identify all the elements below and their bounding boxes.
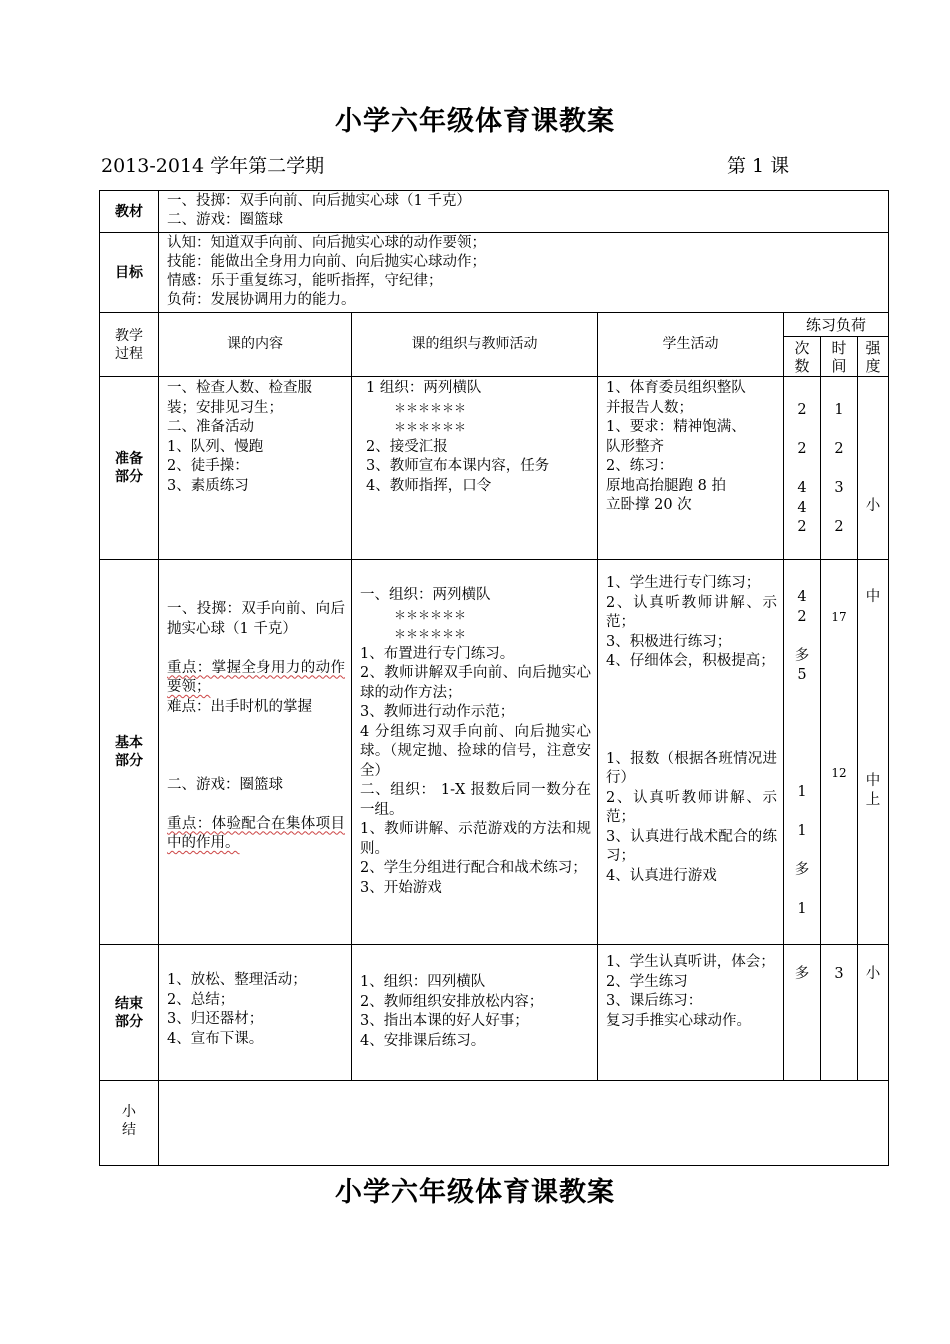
basic-teacher-line: 3、开始游戏 bbox=[360, 879, 442, 896]
prep-teacher-stars: ＊＊＊＊＊＊ bbox=[394, 400, 467, 415]
basic-teacher bbox=[352, 560, 598, 945]
basic-content-game: 二、游戏：圈篮球 bbox=[167, 776, 283, 793]
basic-student-line: 3、积极进行练习； bbox=[606, 633, 732, 650]
header-times-2: 数 bbox=[794, 356, 810, 375]
basic-student-line: 4、认真进行游戏 bbox=[606, 867, 717, 884]
end-intensity bbox=[858, 945, 889, 1081]
prep-duration bbox=[821, 377, 858, 560]
prep-duration-value: 1 bbox=[834, 402, 844, 418]
end-duration bbox=[821, 945, 858, 1081]
end-content-line: 1、放松、整理活动； bbox=[167, 972, 307, 988]
basic-duration-value: 12 bbox=[831, 765, 847, 780]
basic-label-1: 基本 bbox=[115, 735, 143, 751]
prep-label-1: 准备 bbox=[115, 451, 143, 467]
prep-content-line: 装；安排见习生； bbox=[167, 399, 283, 416]
goal-line: 认知：知道双手向前、向后抛实心球的动作要领； bbox=[167, 235, 486, 251]
goal-line: 情感：乐于重复练习，能听指挥，守纪律； bbox=[167, 273, 443, 289]
goal-label: 目标 bbox=[100, 233, 159, 313]
summary-content bbox=[159, 1081, 889, 1166]
end-label bbox=[100, 945, 159, 1081]
basic-row bbox=[100, 560, 889, 945]
prep-times bbox=[784, 377, 821, 560]
end-student bbox=[598, 945, 784, 1081]
prep-content-line: 3、素质练习 bbox=[167, 477, 249, 494]
basic-student-line: 1、报数（根据各班情况进行） bbox=[606, 750, 777, 786]
basic-content-game-key: 重点：体验配合在集体项目中的作用。 bbox=[167, 815, 345, 851]
header-load: 练习负荷 bbox=[784, 313, 889, 337]
end-teacher-line: 2、教师组织安排放松内容； bbox=[360, 993, 544, 1010]
end-times-value: 多 bbox=[794, 966, 810, 982]
basic-teacher-title: 一、组织：两列横队 bbox=[360, 587, 491, 603]
header-duration-1: 时 bbox=[831, 338, 847, 357]
basic-label bbox=[100, 560, 159, 945]
basic-times-value: 多 bbox=[794, 647, 810, 664]
material-content bbox=[159, 191, 889, 233]
basic-teacher-line: 1、布置进行专门练习。 bbox=[360, 645, 515, 662]
prep-content bbox=[159, 377, 352, 560]
prep-times-value: 2 bbox=[797, 519, 807, 535]
basic-times-value: 1 bbox=[797, 784, 807, 800]
prep-content-line: 一、检查人数、检查服 bbox=[167, 380, 312, 396]
basic-intensity bbox=[858, 560, 889, 945]
prep-times-value: 4 bbox=[797, 499, 807, 516]
basic-content bbox=[159, 560, 352, 945]
prep-row bbox=[100, 377, 889, 560]
basic-times-value: 2 bbox=[797, 608, 807, 625]
basic-student bbox=[598, 560, 784, 945]
prep-student-line: 1、体育委员组织整队 bbox=[606, 380, 746, 396]
prep-duration-value: 3 bbox=[834, 480, 844, 496]
basic-duration-value: 17 bbox=[831, 610, 847, 624]
semester-label: 2013-2014 学年第二学期 bbox=[101, 155, 325, 177]
header-process-1: 教学 bbox=[115, 327, 143, 344]
end-duration-value: 3 bbox=[834, 966, 844, 982]
basic-teacher-line: 2、学生分组进行配合和战术练习； bbox=[360, 860, 587, 876]
basic-teacher-line: 二、组织： 1-X 报数后同一数分在一组。 bbox=[360, 782, 591, 818]
basic-content-difficulty: 难点：出手时机的掌握 bbox=[167, 698, 312, 715]
basic-label-2: 部分 bbox=[115, 753, 143, 769]
end-teacher bbox=[352, 945, 598, 1081]
lesson-plan-table bbox=[99, 190, 889, 1166]
end-teacher-line: 4、安排课后练习。 bbox=[360, 1032, 486, 1049]
end-student-line: 3、课后练习： bbox=[606, 993, 703, 1009]
basic-student-line: 2、认真听教师讲解、示范； bbox=[606, 594, 777, 630]
basic-intensity-value: 中 bbox=[865, 772, 881, 789]
basic-times bbox=[784, 560, 821, 945]
prep-teacher bbox=[352, 377, 598, 560]
prep-content-line: 2、徒手操： bbox=[167, 458, 249, 474]
header-intensity bbox=[858, 337, 889, 377]
end-teacher-line: 1、组织：四列横队 bbox=[360, 974, 486, 990]
prep-student-line: 1、要求：精神饱满、 bbox=[606, 419, 746, 435]
header-student: 学生活动 bbox=[598, 313, 784, 377]
end-content bbox=[159, 945, 352, 1081]
header-process bbox=[100, 313, 159, 377]
basic-student-line: 2、认真听教师讲解、示范； bbox=[606, 789, 777, 825]
basic-times-value: 1 bbox=[797, 901, 807, 917]
summary-label-2: 结 bbox=[122, 1122, 136, 1138]
basic-teacher-line: 1、教师讲解、示范游戏的方法和规则。 bbox=[360, 821, 591, 857]
basic-intensity-value: 上 bbox=[865, 792, 881, 808]
header-content: 课的内容 bbox=[159, 313, 352, 377]
goal-line: 技能：能做出全身用力向前、向后抛实心球动作； bbox=[167, 254, 486, 270]
prep-label-2: 部分 bbox=[115, 469, 143, 485]
basic-student-line: 3、认真进行战术配合的练习； bbox=[606, 828, 777, 864]
lesson-number: 第 1 课 bbox=[727, 155, 790, 177]
page-title-repeat: 小学六年级体育课教案 bbox=[335, 1177, 615, 1208]
prep-student-line: 2、练习： bbox=[606, 458, 674, 474]
end-teacher-line: 3、指出本课的好人好事； bbox=[360, 1013, 529, 1029]
header-teacher: 课的组织与教师活动 bbox=[352, 313, 598, 377]
header-row bbox=[100, 313, 889, 337]
prep-content-line: 二、准备活动 bbox=[167, 419, 254, 435]
header-times-1: 次 bbox=[794, 338, 810, 357]
prep-intensity-value: 小 bbox=[865, 498, 881, 514]
end-times bbox=[784, 945, 821, 1081]
end-student-line: 2、学生练习 bbox=[606, 973, 688, 990]
end-label-2: 部分 bbox=[115, 1013, 143, 1030]
header-intensity-1: 强 bbox=[865, 338, 881, 357]
summary-label bbox=[100, 1081, 159, 1166]
basic-times-value: 1 bbox=[797, 823, 807, 839]
material-label: 教材 bbox=[100, 191, 159, 233]
prep-duration-value: 2 bbox=[834, 519, 844, 535]
end-row bbox=[100, 945, 889, 1081]
prep-teacher-line: 3、教师宣布本课内容，任务 bbox=[366, 458, 550, 474]
end-label-1: 结束 bbox=[115, 995, 143, 1012]
prep-teacher-line: 1 组织：两列横队 bbox=[366, 380, 482, 396]
basic-teacher-line: 2、教师讲解双手向前、向后抛实心球的动作方法； bbox=[360, 665, 591, 701]
basic-duration bbox=[821, 560, 858, 945]
basic-teacher-stars: ＊＊＊＊＊＊ bbox=[394, 607, 467, 622]
basic-times-value: 5 bbox=[797, 667, 807, 683]
end-intensity-value: 小 bbox=[865, 966, 881, 982]
basic-content-key: 重点：掌握全身用力的动作要领； bbox=[167, 659, 345, 695]
basic-content-throw: 一、投掷：双手向前、向后抛实心球（1 千克） bbox=[167, 601, 345, 637]
prep-label bbox=[100, 377, 159, 560]
prep-student-line: 立卧撑 20 次 bbox=[606, 497, 692, 513]
basic-teacher-line: 4 分组练习双手向前、向后抛实心球。（规定抛、捡球的信号，注意安全） bbox=[360, 723, 591, 779]
prep-times-value: 2 bbox=[797, 441, 807, 457]
basic-student-line: 4、仔细体会，积极提高； bbox=[606, 653, 775, 669]
basic-intensity-value: 中 bbox=[865, 589, 881, 605]
prep-teacher-stars: ＊＊＊＊＊＊ bbox=[394, 420, 467, 434]
header-process-2: 过程 bbox=[115, 345, 143, 362]
prep-student bbox=[598, 377, 784, 560]
basic-teacher-line: 3、教师进行动作示范； bbox=[360, 704, 515, 720]
prep-content-line: 1、队列、慢跑 bbox=[167, 438, 264, 455]
end-content-line: 3、归还器材； bbox=[167, 1011, 264, 1027]
material-line: 二、游戏：圈篮球 bbox=[167, 212, 283, 228]
header-times bbox=[784, 337, 821, 377]
prep-times-value: 2 bbox=[797, 402, 807, 418]
basic-times-value: 4 bbox=[797, 589, 807, 605]
end-content-line: 2、总结； bbox=[167, 991, 235, 1008]
prep-student-line: 原地高抬腿跑 8 拍 bbox=[606, 477, 726, 494]
basic-student-line: 1、学生进行专门练习； bbox=[606, 575, 761, 591]
end-content-line: 4、宣布下课。 bbox=[167, 1030, 264, 1047]
prep-duration-value: 2 bbox=[834, 441, 844, 457]
summary-label-1: 小 bbox=[122, 1104, 136, 1120]
prep-teacher-line: 2、接受汇报 bbox=[366, 438, 448, 455]
header-intensity-2: 度 bbox=[865, 356, 881, 375]
header-duration-2: 间 bbox=[831, 356, 847, 375]
summary-row bbox=[100, 1081, 889, 1166]
end-student-line: 复习手推实心球动作。 bbox=[606, 1012, 751, 1029]
material-row bbox=[100, 191, 889, 233]
goal-content bbox=[159, 233, 889, 313]
prep-student-line: 队形整齐 bbox=[606, 438, 664, 455]
prep-student-line: 并报告人数； bbox=[606, 399, 693, 416]
prep-times-value: 4 bbox=[797, 480, 807, 496]
prep-teacher-line: 4、教师指挥，口令 bbox=[366, 477, 492, 494]
basic-teacher-stars: ＊＊＊＊＊＊ bbox=[394, 627, 467, 641]
material-line: 一、投掷：双手向前、向后抛实心球（1 千克） bbox=[167, 193, 471, 209]
page-title: 小学六年级体育课教案 bbox=[335, 106, 615, 137]
end-student-line: 1、学生认真听讲，体会； bbox=[606, 954, 775, 970]
prep-intensity bbox=[858, 377, 889, 560]
goal-line: 负荷：发展协调用力的能力。 bbox=[167, 292, 356, 308]
basic-times-value: 多 bbox=[794, 862, 810, 878]
goal-row bbox=[100, 233, 889, 313]
header-duration bbox=[821, 337, 858, 377]
